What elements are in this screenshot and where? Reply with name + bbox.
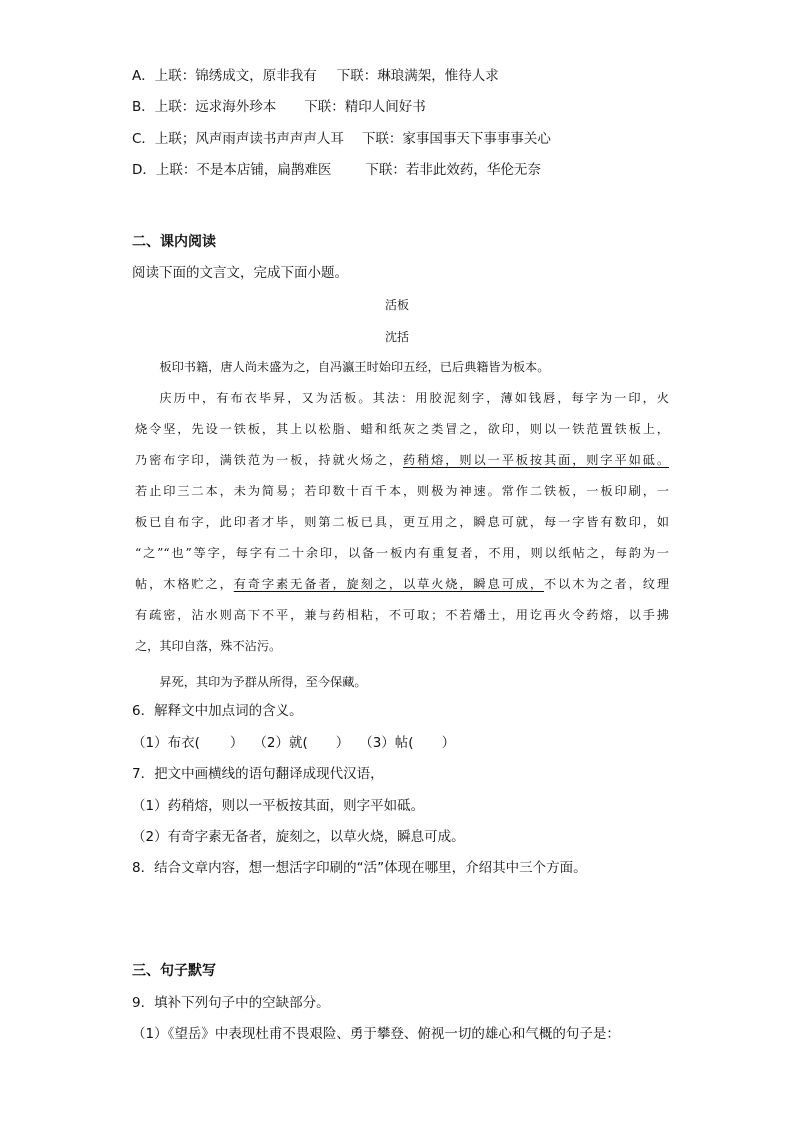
- passage-line-11: 昇死，其印为予群从所得，至今保藏。: [159, 675, 367, 689]
- section-heading-3: 三、句子默写: [132, 963, 216, 979]
- question-6-stem: 6．解释文中加点词的含义。: [132, 703, 303, 719]
- option-b: [132, 97, 426, 117]
- option-b-right: 下联：精印人间好书: [304, 99, 426, 115]
- passage-line-1: 板印书籍，唐人尚未盛为之，自冯瀛王时始印五经，已后典籍皆为板本。: [159, 360, 550, 374]
- option-c: [132, 129, 551, 149]
- q6-item-3-label: （3）帖(: [359, 735, 414, 751]
- passage-line-8: [135, 569, 669, 600]
- option-a: [132, 66, 499, 86]
- passage-line-8-text-a: 帖，木格贮之，: [135, 577, 234, 591]
- passage-line-6: 板已自布字，此印者才毕，则第二板已具，更互用之，瞬息可就，每一字皆有数印，如: [135, 515, 669, 529]
- q6-item-3-close: ）: [441, 735, 456, 751]
- option-c-left: C．上联；风声雨声读书声声声人耳: [132, 131, 344, 147]
- underlined-sentence-1: 药稍熔，则以一平板按其面，则字平如砥。: [402, 453, 670, 467]
- option-d-left: D．上联：不是本店铺，扁鹊难医: [132, 162, 332, 178]
- question-6-items: [132, 733, 455, 753]
- passage-line-9: 有疏密，沾水则高下不平，兼与药相粘，不可取；不若燔土，用讫再火令药熔，以手拂: [135, 608, 669, 622]
- passage-line-8-text-b: 不以木为之者，纹理: [544, 577, 670, 591]
- question-9-stem: 9．填补下列句子中的空缺部分。: [132, 995, 330, 1011]
- q6-item-1-close: ）: [229, 735, 244, 751]
- option-a-right: 下联：琳琅满架，惟待人求: [336, 68, 499, 84]
- question-8-stem: 8．结合文章内容，想一想活字印刷的“活”体现在哪里，介绍其中三个方面。: [132, 860, 587, 876]
- option-d: [132, 160, 541, 180]
- passage-author: 沈括: [384, 330, 409, 344]
- passage-line-4-text: 乃密布字印，满铁范为一板，持就火炀之，: [135, 453, 403, 467]
- question-9-item-1: （1）《望岳》中表现杜甫不畏艰险、勇于攀登、俯视一切的雄心和气概的句子是：: [132, 1026, 620, 1042]
- q6-item-2-label: （2）就(: [253, 735, 308, 751]
- option-b-left: B．上联：远求海外珍本: [132, 99, 277, 115]
- q6-item-2-close: ）: [335, 735, 350, 751]
- reading-instruction: 阅读下面的文言文，完成下面小题。: [132, 265, 348, 281]
- passage-line-5: 若止印三二本，未为简易；若印数十百千本，则极为神速。常作二铁板，一板印刷，一: [135, 484, 669, 498]
- option-a-left: A．上联：锦绣成文，原非我有: [132, 68, 317, 84]
- q6-item-1-label: （1）布衣(: [132, 735, 200, 751]
- underlined-sentence-2: 有奇字素无备者，旋刻之，以草火烧，瞬息可成，: [233, 577, 545, 591]
- option-c-right: 下联：家事国事天下事事事关心: [361, 131, 551, 147]
- passage-line-10: 之，其印自落，殊不沾污。: [135, 639, 282, 653]
- question-7-sentence-1: （1）药稍熔，则以一平板按其面，则字平如砥。: [132, 798, 425, 814]
- option-d-right: 下联：若非此效药，华伦无奈: [365, 162, 541, 178]
- passage-line-4: [135, 445, 669, 476]
- passage-line-3: 烧令坚，先设一铁板，其上以松脂、蜡和纸灰之类冒之，欲印，则以一铁范置铁板上，: [135, 422, 669, 436]
- section-heading-2: 二、课内阅读: [132, 234, 216, 250]
- passage-line-2: 庆历中，有布衣毕昇，又为活板。其法：用胶泥刻字，薄如钱唇，每字为一印，火: [159, 391, 669, 405]
- question-7-stem: 7．把文中画横线的语句翻译成现代汉语，: [132, 766, 384, 782]
- passage-line-7: “之”“也”等字，每字有二十余印，以备一板内有重复者，不用，则以纸帖之，每韵为一: [135, 546, 669, 560]
- passage-title: 活板: [384, 298, 409, 312]
- question-7-sentence-2: （2）有奇字素无备者，旋刻之，以草火烧，瞬息可成。: [132, 829, 465, 845]
